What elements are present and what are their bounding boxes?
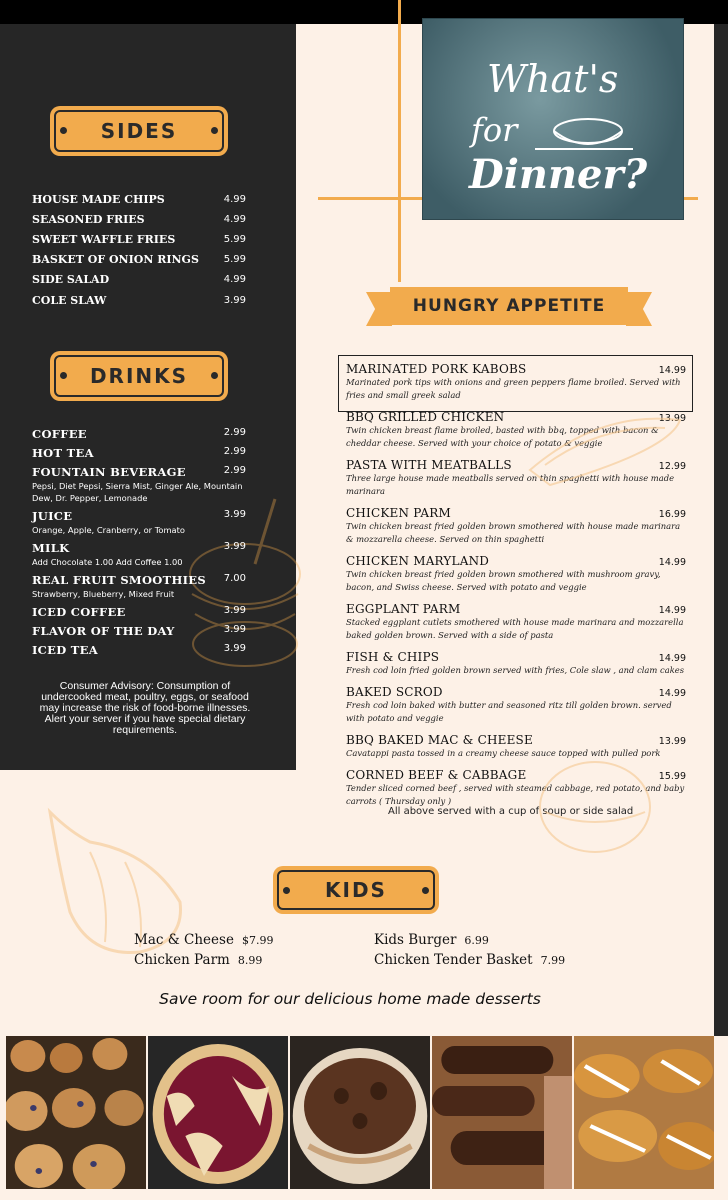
drink-item-price: 3.99 <box>223 624 246 635</box>
entree-name: BAKED SCROD <box>346 685 443 699</box>
entree-price: 13.99 <box>658 736 686 747</box>
side-item <box>32 229 246 249</box>
side-item-price: 3.99 <box>223 294 246 306</box>
entree-name: PASTA WITH MEATBALLS <box>346 458 512 472</box>
kids-plaque <box>273 866 439 914</box>
drink-item <box>32 624 246 638</box>
drink-item-name: FLAVOR OF THE DAY <box>32 624 175 638</box>
side-item-price: 5.99 <box>223 254 246 266</box>
entree-desc: Tender sliced corned beef , served with steamed cabbage, red potato, and baby carrots ( Thursday only ) <box>346 783 685 806</box>
side-item-name: COLE SLAW <box>32 293 107 307</box>
entree-price: 14.99 <box>658 557 686 568</box>
dessert-photo-strip <box>6 1036 714 1189</box>
muffins-photo <box>6 1036 146 1189</box>
sides-title: SIDES <box>100 119 178 143</box>
entree-desc: Stacked eggplant cutlets smothered with house made marinara and mozzarella baked golden brown. Served with a side of pasta <box>346 617 684 640</box>
drink-item <box>32 427 246 441</box>
right-edge-strip <box>714 24 728 1036</box>
side-item-name: SIDE SALAD <box>32 273 110 287</box>
kids-item-name: Kids Burger <box>374 932 457 948</box>
drink-item <box>32 509 246 536</box>
entree-name: EGGPLANT PARM <box>346 602 461 616</box>
side-item-price: 4.99 <box>223 274 246 286</box>
entree-desc: Twin chicken breast fried golden brown smothered with house made marinara & mozzarella cheese. Served on thin spaghetti <box>346 521 681 544</box>
entree-desc: Twin chicken breast flame broiled, basted with bbq, topped with bacon & cheddar cheese. Served with your choice of potato & veggie <box>346 425 659 448</box>
drink-item-name: REAL FRUIT SMOOTHIES <box>32 573 206 587</box>
kids-item-name: Mac & Cheese <box>134 932 234 948</box>
entree-price: 12.99 <box>658 461 686 472</box>
ribbon-tail-left <box>366 292 392 326</box>
decor-line-vertical <box>398 0 401 282</box>
drink-item-name: ICED TEA <box>32 643 98 657</box>
entree-price: 14.99 <box>658 365 686 376</box>
entree-item <box>346 685 686 725</box>
entree-name: CORNED BEEF & CABBAGE <box>346 768 527 782</box>
drink-item-desc: Pepsi, Diet Pepsi, Sierra Mist, Ginger Ale, Mountain Dew, Dr. Pepper, Lemonade <box>32 481 243 503</box>
drink-item-price: 3.99 <box>223 509 246 520</box>
kids-item-name: Chicken Tender Basket <box>374 952 533 968</box>
sandwich-sketch-icon <box>530 752 660 867</box>
entree-name: BBQ BAKED MAC & CHEESE <box>346 733 533 747</box>
chocolate-cake-photo <box>290 1036 430 1189</box>
kids-item <box>134 952 273 972</box>
drink-item-price: 2.99 <box>223 446 246 457</box>
entree-name: CHICKEN PARM <box>346 506 451 520</box>
entree-item <box>346 506 686 546</box>
side-item <box>32 189 246 209</box>
entree-desc: Marinated pork tips with onions and green peppers flame broiled. Served with fries and small greek salad <box>346 377 681 400</box>
kids-left-list <box>134 932 273 972</box>
entree-item <box>346 602 686 642</box>
entree-desc: Cavatappi pasta tossed in a creamy cheese sauce topped with pulled pork <box>346 748 661 758</box>
drink-item-price: 7.00 <box>223 573 246 584</box>
plaque-rivet <box>211 372 218 379</box>
drink-item-name: FOUNTAIN BEVERAGE <box>32 465 186 479</box>
entree-item <box>346 362 686 402</box>
plaque-rivet <box>60 372 67 379</box>
eclairs-photo <box>432 1036 572 1189</box>
served-with-note: All above served with a cup of soup or side salad <box>388 806 634 817</box>
sides-list <box>32 189 246 310</box>
hotdog-sketch-icon <box>520 400 690 490</box>
plaque-rivet <box>211 127 218 134</box>
sides-plaque <box>50 106 228 156</box>
side-item-name: HOUSE MADE CHIPS <box>32 192 165 206</box>
drink-item-name: JUICE <box>32 509 73 523</box>
kids-item-name: Chicken Parm <box>134 952 230 968</box>
drinks-plaque <box>50 351 228 401</box>
side-item <box>32 270 246 290</box>
consumer-advisory: Consumer Advisory: Consumption of undercooked meat, poultry, eggs, or seafood may increase the risk of food-borne illnesses. Alert your server if you have special dietary requirements. <box>39 680 251 736</box>
iced-pastries-photo <box>574 1036 714 1189</box>
drinks-list <box>32 427 246 662</box>
drink-item-price: 3.99 <box>223 605 246 616</box>
entree-price: 14.99 <box>658 605 686 616</box>
kids-item-price: 6.99 <box>464 934 489 947</box>
entree-item <box>346 554 686 594</box>
entree-desc: Fresh cod loin fried golden brown served with fries, Cole slaw , and clam cakes <box>346 665 685 675</box>
drink-item-name: COFFEE <box>32 427 87 441</box>
drink-item <box>32 541 246 568</box>
drink-item-name: HOT TEA <box>32 446 94 460</box>
entree-name: CHICKEN MARYLAND <box>346 554 490 568</box>
drink-item <box>32 446 246 460</box>
side-item <box>32 209 246 229</box>
side-item-price: 4.99 <box>223 193 246 205</box>
kids-item <box>374 952 565 972</box>
drinks-title: DRINKS <box>89 364 189 388</box>
side-item <box>32 290 246 310</box>
kids-right-list <box>374 932 565 972</box>
side-item-name: SWEET WAFFLE FRIES <box>32 232 176 246</box>
desserts-note: Save room for our delicious home made desserts <box>159 990 541 1008</box>
berry-pie-photo <box>148 1036 288 1189</box>
kids-item <box>134 932 273 952</box>
ribbon-tail-right <box>626 292 652 326</box>
drink-item-price: 2.99 <box>223 427 246 438</box>
drink-item-desc: Add Chocolate 1.00 Add Coffee 1.00 <box>32 557 183 567</box>
hungry-appetite-ribbon <box>390 287 628 325</box>
banner-line-dinner: Dinner? <box>469 151 648 198</box>
entree-desc: Twin chicken breast fried golden brown smothered with mushroom gravy, bacon, and Swiss cheese. Served with potato and veggie <box>346 569 661 592</box>
kids-item-price: $7.99 <box>241 934 274 947</box>
drink-item-name: MILK <box>32 541 70 555</box>
side-item-price: 4.99 <box>223 213 246 225</box>
drink-item-name: ICED COFFEE <box>32 605 126 619</box>
drink-item <box>32 573 246 600</box>
entree-name: FISH & CHIPS <box>346 650 440 664</box>
drink-item <box>32 643 246 657</box>
kids-title: KIDS <box>325 878 387 902</box>
kids-item-price: 8.99 <box>237 954 263 967</box>
kids-item-price: 7.99 <box>540 954 566 967</box>
hungry-appetite-title: HUNGRY APPETITE <box>412 296 606 316</box>
entree-desc: Three large house made meatballs served on thin spaghetti with house made marinara <box>346 473 675 496</box>
banner-line-for: for <box>471 111 518 149</box>
drink-item-price: 2.99 <box>223 465 246 476</box>
side-item-name: SEASONED FRIES <box>32 212 145 226</box>
drink-item-desc: Strawberry, Blueberry, Mixed Fruit <box>32 589 175 599</box>
entree-desc: Fresh cod loin baked with butter and seasoned ritz till golden brown. served with potato and veggie <box>346 700 672 723</box>
drink-item-price: 3.99 <box>223 643 246 654</box>
whats-for-dinner-banner <box>422 18 684 220</box>
plaque-rivet <box>283 887 290 894</box>
entree-name: BBQ GRILLED CHICKEN <box>346 410 505 424</box>
side-item <box>32 250 246 270</box>
drink-item-desc: Orange, Apple, Cranberry, or Tomato <box>32 525 185 535</box>
plaque-rivet <box>422 887 429 894</box>
drink-item-price: 3.99 <box>223 541 246 552</box>
drink-item <box>32 465 246 504</box>
entree-price: 14.99 <box>658 688 686 699</box>
entree-price: 14.99 <box>658 653 686 664</box>
entree-name: MARINATED PORK KABOBS <box>346 362 527 376</box>
side-item-price: 5.99 <box>223 233 246 245</box>
entree-item <box>346 650 686 677</box>
side-item-name: BASKET OF ONION RINGS <box>32 253 199 267</box>
drink-item <box>32 605 246 619</box>
kids-item <box>374 932 565 952</box>
entree-price: 16.99 <box>658 509 686 520</box>
entree-price: 15.99 <box>658 771 686 782</box>
banner-line-whats: What's <box>487 57 619 101</box>
plaque-rivet <box>60 127 67 134</box>
entree-price: 13.99 <box>658 413 686 424</box>
